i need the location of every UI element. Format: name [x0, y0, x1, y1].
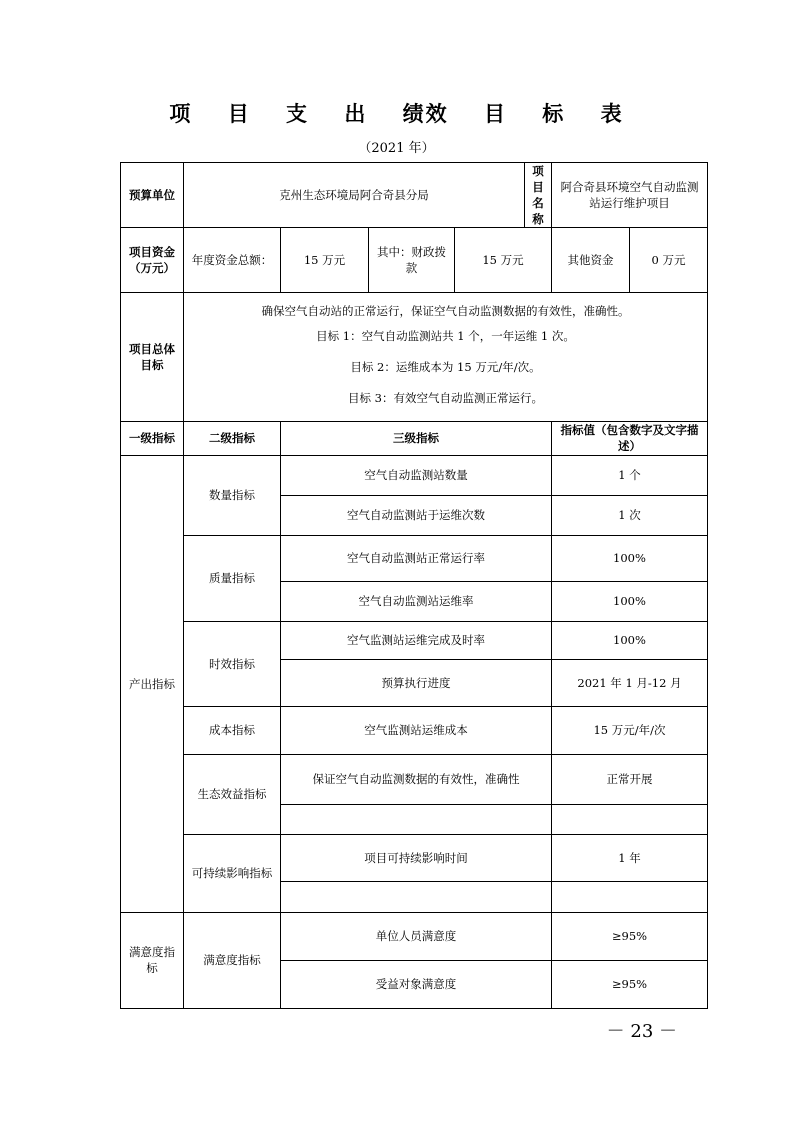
level2-sustainability: 可持续影响指标: [184, 834, 281, 912]
column-header-row: [121, 422, 708, 455]
table-row: [121, 535, 708, 581]
column-header: 指标值（包含数字及文字描述）: [552, 422, 708, 455]
fiscal-funds-value: 15 万元: [455, 228, 552, 293]
project-name-label: 项目名称: [525, 163, 552, 228]
level3-indicator: 空气自动监测站数量: [281, 455, 552, 495]
other-funds-value: 0 万元: [630, 228, 708, 293]
level3-indicator: 空气监测站运维完成及时率: [281, 621, 552, 659]
table-row: [121, 834, 708, 881]
funds-label: 项目资金（万元）: [121, 228, 184, 293]
level2-satisfaction: 满意度指标: [184, 912, 281, 1008]
goal-line: 确保空气自动站的正常运行，保证空气自动监测数据的有效性，准确性。: [261, 303, 630, 318]
level2-quality: 质量指标: [184, 535, 281, 621]
indicator-value: 15 万元/年/次: [552, 706, 708, 754]
level3-indicator: 受益对象满意度: [281, 960, 552, 1008]
budget-unit-value: 克州生态环境局阿合奇县分局: [184, 163, 525, 228]
table-row: [121, 621, 708, 659]
goal-line: 目标 1：空气自动监测站共 1 个，一年运维 1 次。: [316, 328, 575, 343]
annual-funds-label: 年度资金总额：: [184, 228, 281, 293]
level2-ecology: 生态效益指标: [184, 754, 281, 834]
indicator-value: 正常开展: [552, 754, 708, 804]
table-row: [121, 455, 708, 495]
page-title: 项 目 支 出 绩效 目 标 表: [169, 101, 624, 126]
indicator-value: ≥95%: [552, 912, 708, 960]
table-row: [121, 706, 708, 754]
indicator-value: [552, 881, 708, 912]
goal-line: 目标 3：有效空气自动监测正常运行。: [348, 390, 543, 405]
goals-row: [121, 293, 708, 422]
goal-line: 目标 2：运维成本为 15 万元/年/次。: [350, 359, 541, 374]
level3-indicator: 保证空气自动监测数据的有效性，准确性: [281, 754, 552, 804]
fiscal-funds-label: 其中：财政拨款: [369, 228, 455, 293]
budget-unit-row: [121, 163, 708, 228]
level3-indicator: [281, 804, 552, 834]
level3-indicator: 空气自动监测站运维率: [281, 581, 552, 621]
goals-label: 项目总体目标: [121, 293, 184, 422]
level3-indicator: 空气自动监测站于运维次数: [281, 495, 552, 535]
indicator-value: 100%: [552, 535, 708, 581]
level3-indicator: 预算执行进度: [281, 659, 552, 706]
indicator-value: [552, 804, 708, 834]
goals-text: [184, 293, 708, 422]
table-row: [121, 754, 708, 804]
column-header: 二级指标: [184, 422, 281, 455]
performance-target-table: [120, 162, 708, 1009]
indicator-value: 2021 年 1 月-12 月: [552, 659, 708, 706]
level2-timeliness: 时效指标: [184, 621, 281, 706]
indicator-value: ≥95%: [552, 960, 708, 1008]
indicator-value: 100%: [552, 581, 708, 621]
level2-cost: 成本指标: [184, 706, 281, 754]
indicator-value: 1 年: [552, 834, 708, 881]
column-header: 一级指标: [121, 422, 184, 455]
level3-indicator: 空气自动监测站正常运行率: [281, 535, 552, 581]
level1-output: 产出指标: [121, 455, 184, 912]
funds-row: [121, 228, 708, 293]
level3-indicator: 单位人员满意度: [281, 912, 552, 960]
level3-indicator: 空气监测站运维成本: [281, 706, 552, 754]
annual-funds-value: 15 万元: [281, 228, 369, 293]
indicator-value: 1 个: [552, 455, 708, 495]
level3-indicator: 项目可持续影响时间: [281, 834, 552, 881]
page-number: － 23 －: [606, 1021, 677, 1042]
indicator-value: 1 次: [552, 495, 708, 535]
year-subtitle: （2021 年）: [358, 141, 435, 156]
project-name-value: 阿合奇县环境空气自动监测站运行维护项目: [552, 163, 708, 228]
indicator-value: 100%: [552, 621, 708, 659]
column-header: 三级指标: [281, 422, 552, 455]
level3-indicator: [281, 881, 552, 912]
table-row: [121, 912, 708, 960]
level1-satisfaction: 满意度指标: [121, 912, 184, 1008]
level2-quantity: 数量指标: [184, 455, 281, 535]
other-funds-label: 其他资金: [552, 228, 630, 293]
budget-unit-label: 预算单位: [121, 163, 184, 228]
